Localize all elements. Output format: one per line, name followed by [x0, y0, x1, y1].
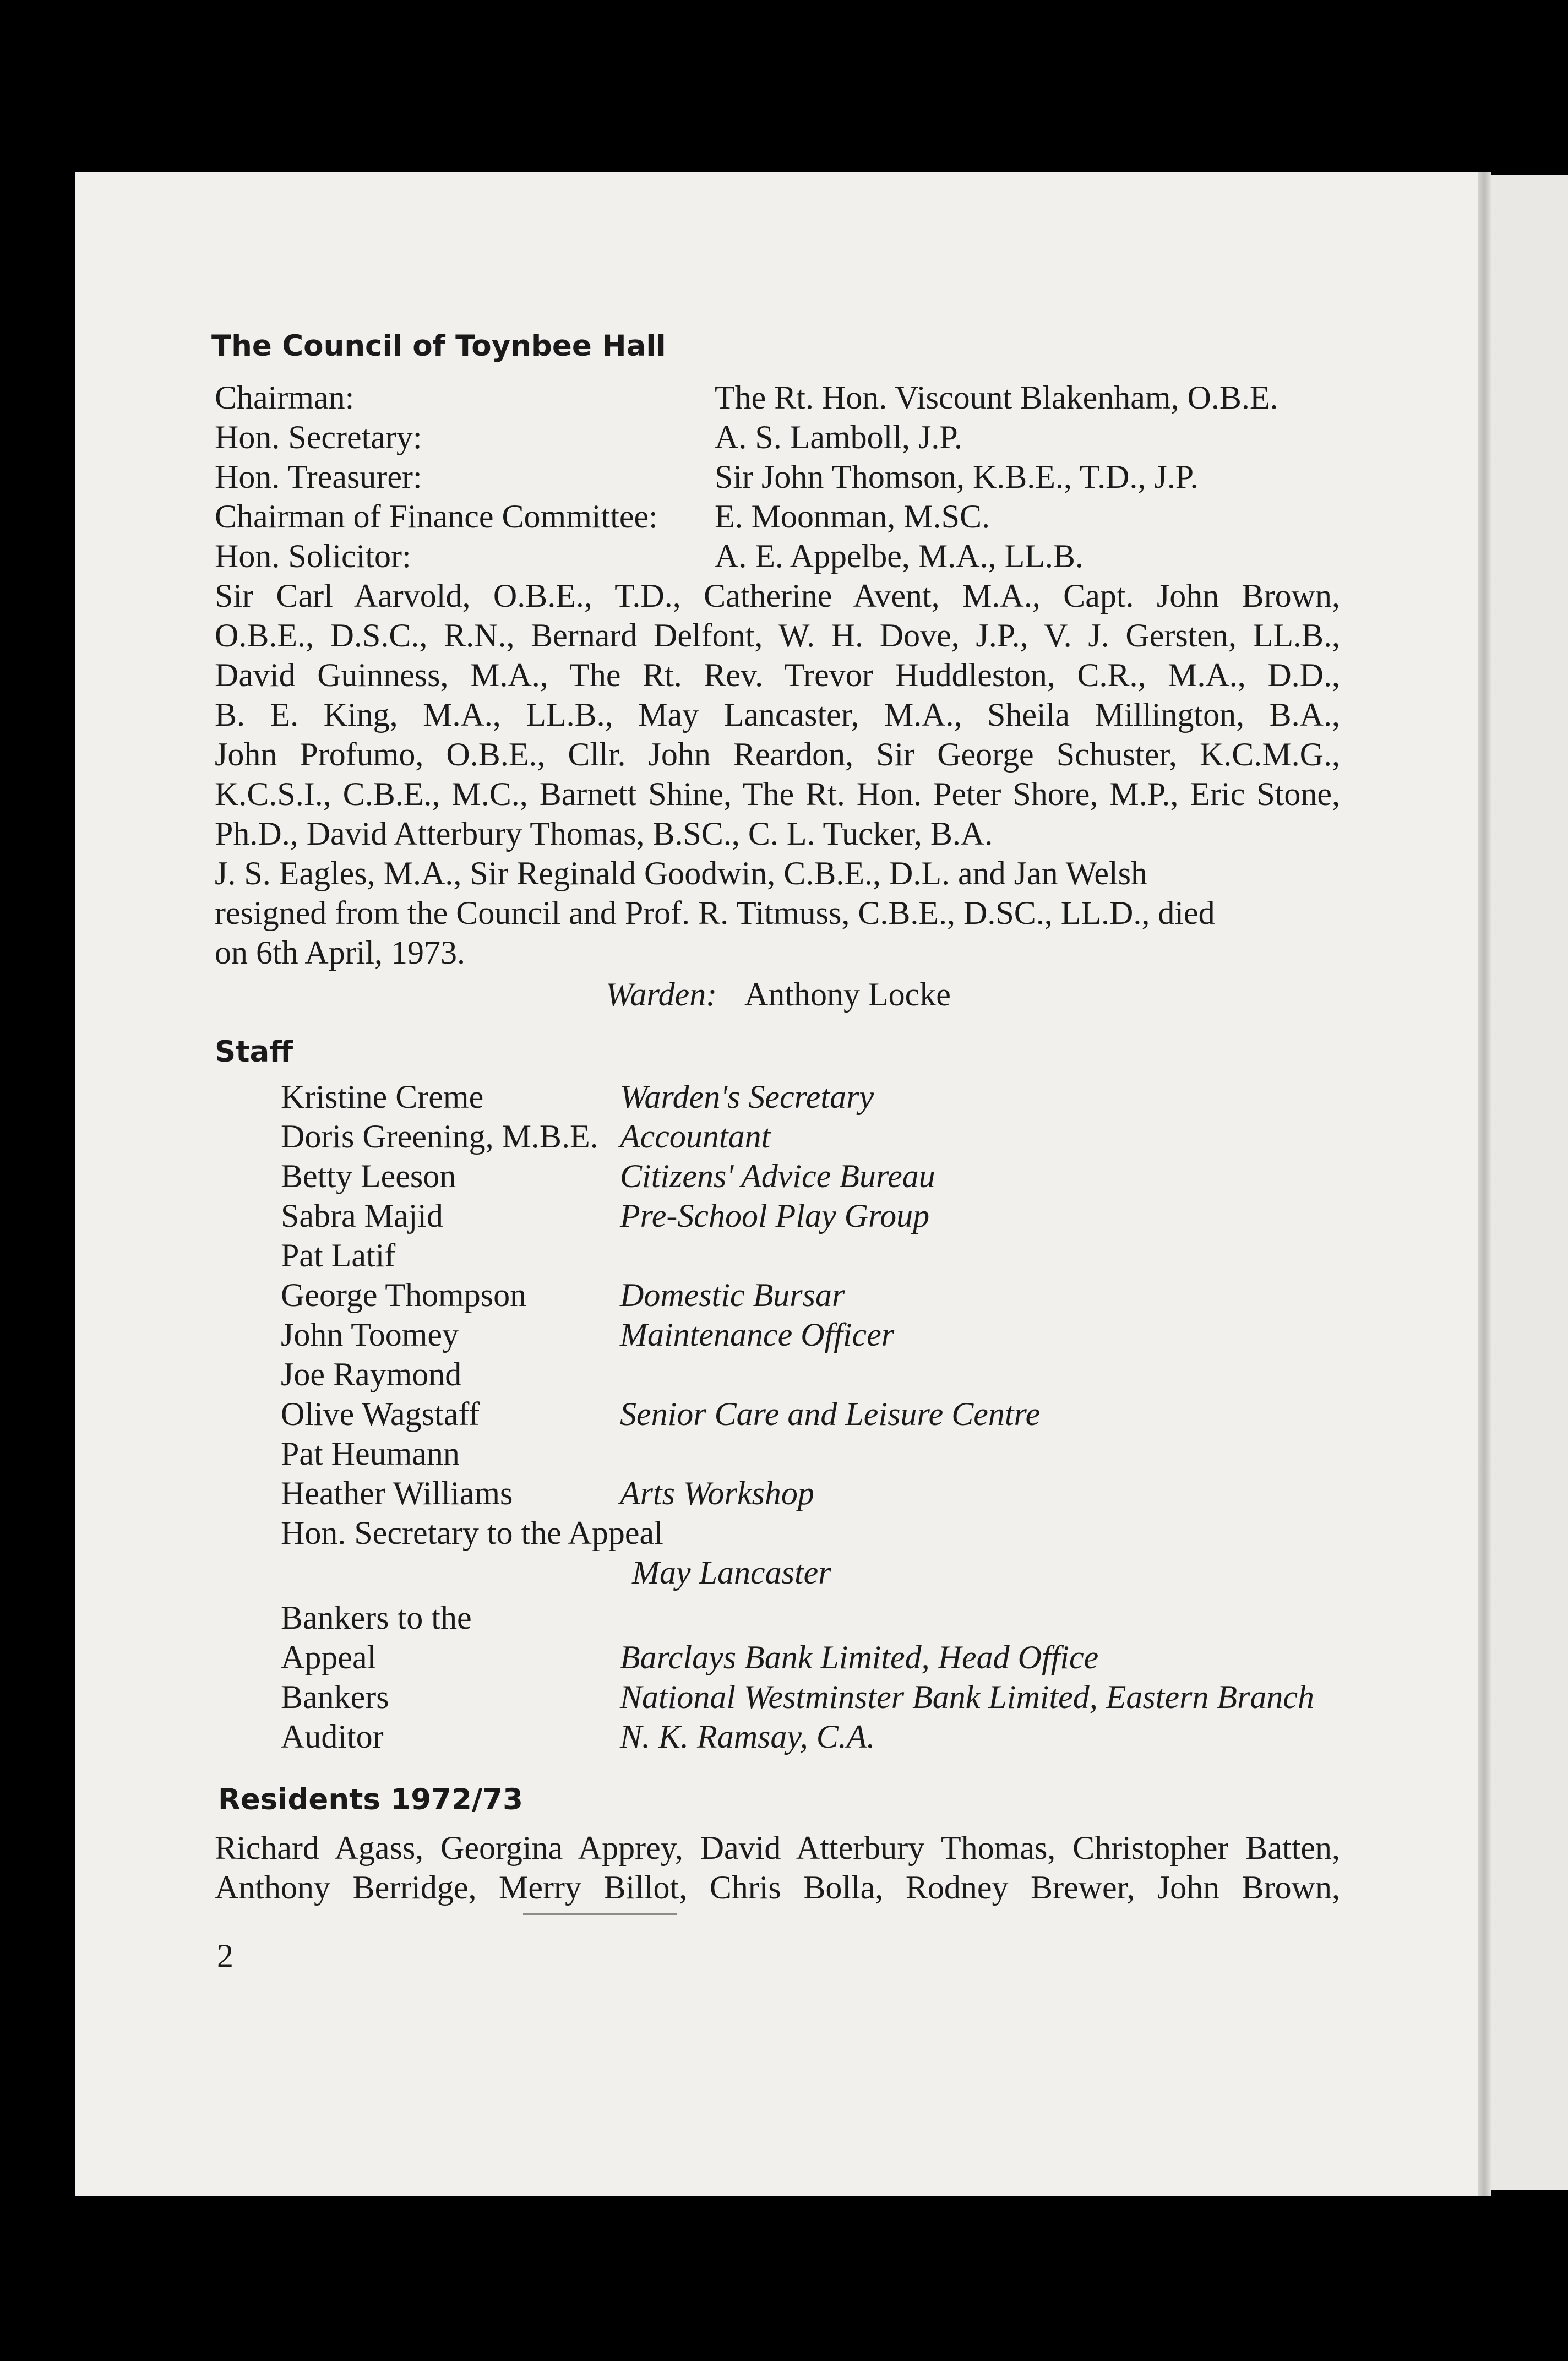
staff-name: Sabra Majid	[281, 1198, 443, 1234]
council-members-line: Sir Carl Aarvold, O.B.E., T.D., Catherine Avent, M.A., Capt. John Brown,	[215, 578, 1340, 614]
auditor-value: N. K. Ramsay, C.A.	[620, 1718, 875, 1755]
staff-role: Accountant	[620, 1118, 771, 1155]
staff-role: Maintenance Officer	[620, 1316, 895, 1353]
council-members-line: David Guinness, M.A., The Rt. Rev. Trevor Huddleston, C.R., M.A., D.D.,	[215, 657, 1340, 693]
staff-role: Senior Care and Leisure Centre	[620, 1396, 1041, 1432]
staff-role: Citizens' Advice Bureau	[620, 1158, 935, 1194]
residents-heading: Residents 1972/73	[218, 1783, 524, 1816]
officer-role: Hon. Secretary:	[215, 419, 422, 455]
staff-name: Olive Wagstaff	[281, 1396, 480, 1432]
officer-name: A. S. Lamboll, J.P.	[715, 419, 963, 455]
underline-mark	[523, 1913, 677, 1915]
warden-label: Warden:	[606, 976, 717, 1013]
council-heading: The Council of Toynbee Hall	[211, 329, 666, 363]
officer-name: A. E. Appelbe, M.A., LL.B.	[715, 538, 1084, 574]
officer-role: Hon. Solicitor:	[215, 538, 411, 574]
auditor-label: Auditor	[281, 1718, 384, 1755]
staff-role: Warden's Secretary	[620, 1079, 874, 1115]
staff-name: Pat Latif	[281, 1237, 396, 1274]
staff-heading: Staff	[215, 1035, 293, 1069]
page-gutter	[1478, 172, 1491, 2196]
council-note-line: on 6th April, 1973.	[215, 934, 466, 971]
residents-line: Anthony Berridge, Merry Billot, Chris Bolla, Rodney Brewer, John Brown,	[215, 1869, 1340, 1906]
staff-role: Pre-School Play Group	[620, 1198, 930, 1234]
staff-name: John Toomey	[281, 1316, 459, 1353]
council-note-line: J. S. Eagles, M.A., Sir Reginald Goodwin, C.B.E., D.L. and Jan Welsh	[215, 855, 1147, 891]
council-members-line: K.C.S.I., C.B.E., M.C., Barnett Shine, The Rt. Hon. Peter Shore, M.P., Eric Stone,	[215, 776, 1340, 812]
staff-name: Pat Heumann	[281, 1435, 460, 1472]
officer-name: E. Moonman, M.SC.	[715, 498, 990, 535]
council-members-line: Ph.D., David Atterbury Thomas, B.SC., C. L. Tucker, B.A.	[215, 815, 993, 852]
facing-page-edge	[1484, 175, 1568, 2190]
council-members-line: John Profumo, O.B.E., Cllr. John Reardon, Sir George Schuster, K.C.M.G.,	[215, 736, 1340, 773]
council-members-line: B. E. King, M.A., LL.B., May Lancaster, M.A., Sheila Millington, B.A.,	[215, 697, 1340, 733]
warden-name: Anthony Locke	[744, 976, 951, 1013]
bankers-label: Bankers	[281, 1679, 389, 1715]
appeal-secretary-label: Hon. Secretary to the Appeal	[281, 1515, 663, 1551]
bankers-value: National Westminster Bank Limited, Eastern Branch	[620, 1679, 1315, 1715]
staff-role: Arts Workshop	[620, 1475, 814, 1511]
residents-line: Richard Agass, Georgina Apprey, David Atterbury Thomas, Christopher Batten,	[215, 1830, 1340, 1866]
staff-name: Heather Williams	[281, 1475, 513, 1511]
appeal-secretary-name: May Lancaster	[632, 1554, 831, 1591]
staff-name: Doris Greening, M.B.E.	[281, 1118, 598, 1155]
staff-name: Betty Leeson	[281, 1158, 456, 1194]
staff-name: George Thompson	[281, 1277, 527, 1313]
page-number: 2	[217, 1938, 233, 1974]
officer-role: Chairman:	[215, 379, 355, 416]
bankers-appeal-label: Bankers to the	[281, 1600, 472, 1636]
officer-name: Sir John Thomson, K.B.E., T.D., J.P.	[715, 459, 1199, 495]
council-note-line: resigned from the Council and Prof. R. Titmuss, C.B.E., D.SC., LL.D., died	[215, 895, 1215, 931]
officer-role: Hon. Treasurer:	[215, 459, 422, 495]
council-members-line: O.B.E., D.S.C., R.N., Bernard Delfont, W. H. Dove, J.P., V. J. Gersten, LL.B.,	[215, 617, 1340, 654]
bankers-appeal-label: Appeal	[281, 1639, 377, 1675]
staff-name: Joe Raymond	[281, 1356, 462, 1392]
staff-role: Domestic Bursar	[620, 1277, 845, 1313]
officer-role: Chairman of Finance Committee:	[215, 498, 658, 535]
staff-name: Kristine Creme	[281, 1079, 484, 1115]
bankers-appeal-value: Barclays Bank Limited, Head Office	[620, 1639, 1099, 1675]
officer-name: The Rt. Hon. Viscount Blakenham, O.B.E.	[715, 379, 1278, 416]
